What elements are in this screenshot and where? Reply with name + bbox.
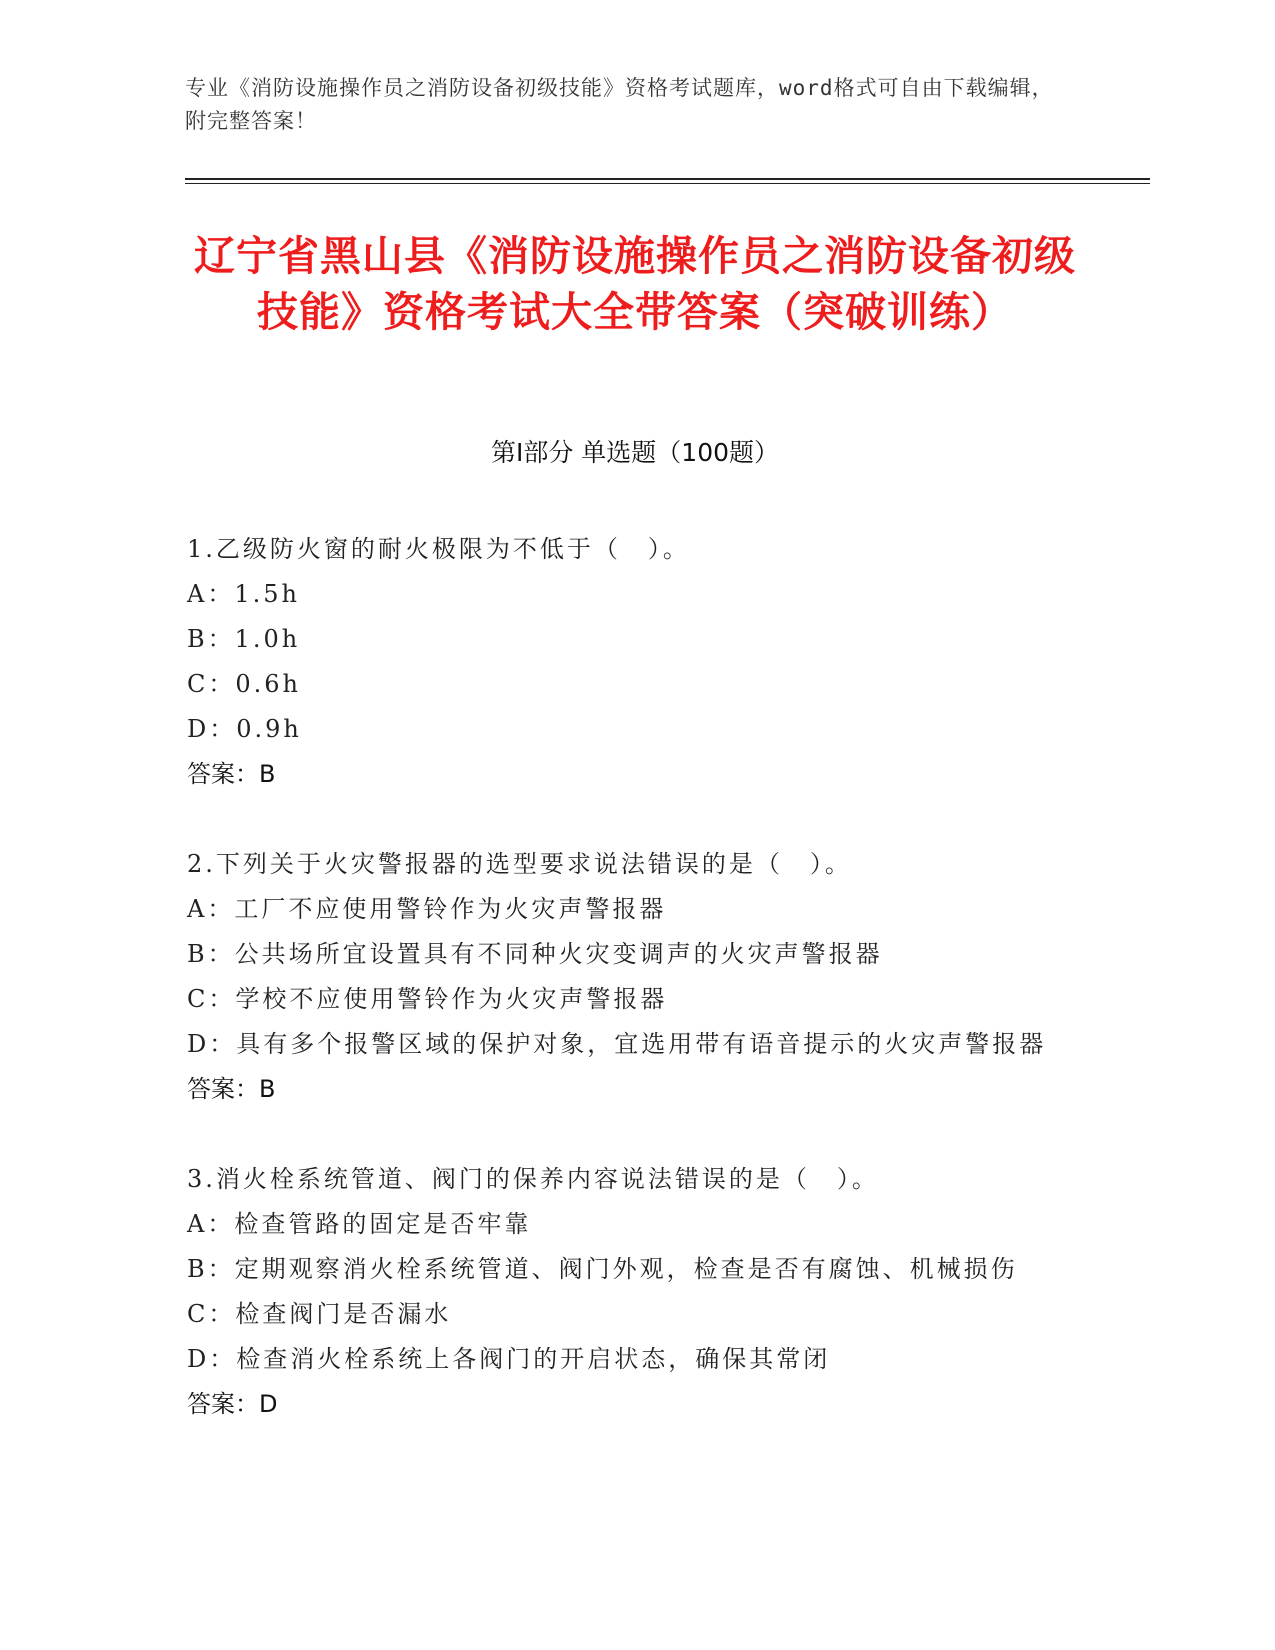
question-option-b: B：公共场所宜设置具有不同种火灾变调声的火灾声警报器 (187, 940, 883, 968)
question-option-c: C：学校不应使用警铃作为火灾声警报器 (187, 985, 668, 1013)
question-item (187, 1157, 1067, 1426)
question-option-a: A：检查管路的固定是否牢靠 (187, 1210, 532, 1238)
question-answer: 答案：B (187, 1075, 276, 1103)
section-heading: 第Ⅰ部分 单选题（100题） (490, 438, 780, 467)
question-option-d: D：0.9h (187, 715, 302, 743)
question-option-a: A：工厂不应使用警铃作为火灾声警报器 (187, 895, 667, 923)
question-item (187, 842, 1067, 1111)
question-item (187, 527, 1067, 796)
question-option-c: C：检查阀门是否漏水 (187, 1300, 452, 1328)
question-option-d: D：检查消火栓系统上各阀门的开启状态，确保其常闭 (187, 1345, 831, 1373)
header-rule-thick (185, 178, 1150, 180)
question-stem: 2.下列关于火灾警报器的选型要求说法错误的是（ ）。 (187, 850, 852, 878)
question-option-a: A：1.5h (187, 580, 300, 608)
question-list (187, 527, 1067, 1472)
question-option-d: D：具有多个报警区域的保护对象，宜选用带有语音提示的火灾声警报器 (187, 1030, 1047, 1058)
question-answer: 答案：B (187, 760, 276, 788)
header-rule-thin (185, 183, 1150, 184)
question-stem: 3.消火栓系统管道、阀门的保养内容说法错误的是（ ）。 (187, 1165, 879, 1193)
header-note: 专业《消防设施操作员之消防设备初级技能》资格考试题库，word格式可自由下载编辑，附完整答案！ (185, 76, 1054, 133)
question-option-b: B：定期观察消火栓系统管道、阀门外观，检查是否有腐蚀、机械损伤 (187, 1255, 1018, 1283)
question-option-b: B：1.0h (187, 625, 301, 653)
question-option-c: C：0.6h (187, 670, 301, 698)
question-stem: 1.乙级防火窗的耐火极限为不低于（ ）。 (187, 535, 690, 563)
question-answer: 答案：D (187, 1390, 278, 1418)
document-title: 辽宁省黑山县《消防设施操作员之消防设备初级技能》资格考试大全带答案（突破训练） (194, 232, 1076, 336)
